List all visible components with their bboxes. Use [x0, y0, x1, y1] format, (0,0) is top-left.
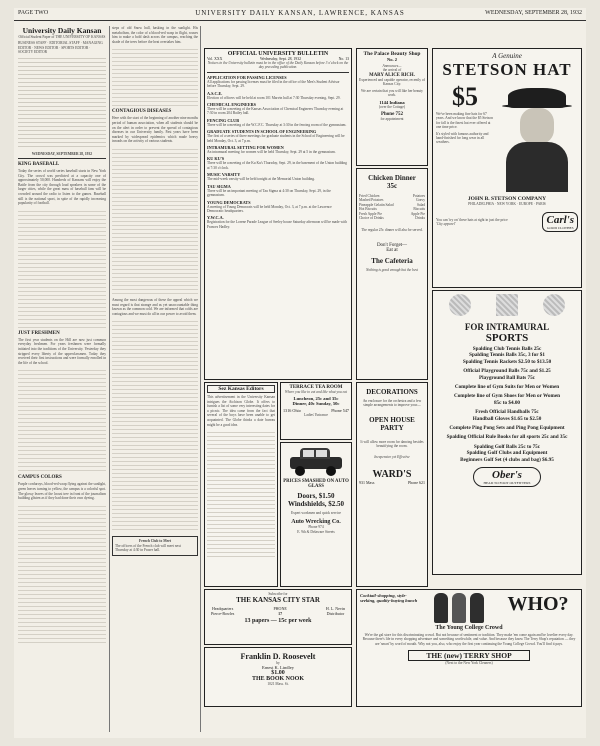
- bulletin-notice: Notices in the University bulletin must be in the office of the Daily Kansan before 3 o'clock on the day preceding publication.: [207, 61, 349, 70]
- col1-text-3: Purple corduroys, blood-red wrap flying against the sunlight, green leaves turning to yellow, the campus is a colorful spot. The glossy leaves of the locust tree in front of the journalism building glisten as if they had done their own dyeing.: [18, 482, 106, 501]
- book-author: Ernest K. Lindley: [261, 665, 295, 671]
- terrace-note: Ladies' Entrance: [304, 413, 328, 418]
- palace-title: The Palace Beauty Shop: [363, 51, 421, 57]
- terrace-phone: Phone 547: [331, 408, 349, 414]
- decor-price-note: Inexpensive yet Effective: [374, 454, 410, 459]
- palace-beauty-shop-ad: [356, 48, 428, 166]
- terrace-sub: Where you like to eat and like what you eat: [284, 390, 348, 394]
- chicken-note: The regular 25c dinner will also be served.: [361, 228, 423, 233]
- col2-body-filler-3: [112, 318, 198, 533]
- sez-kansas-editors: [204, 382, 278, 587]
- intramural-item: Official Playground Balls 75c and $1.25: [463, 368, 551, 375]
- star-phone-label: PHONE: [273, 606, 287, 612]
- bulletin-item-heading: TAU SIGMA: [207, 183, 231, 189]
- book-shop: THE BOOK NOOK: [251, 676, 304, 683]
- page-date: WEDNESDAY, SEPTEMBER 28, 1932: [485, 10, 582, 16]
- star-title: THE KANSAS CITY STAR: [236, 596, 320, 605]
- col2-body-filler-2: [112, 146, 198, 296]
- wards-name: WARD'S: [372, 469, 412, 481]
- wards-decorations-ad: [356, 382, 428, 587]
- page-header: [14, 8, 586, 21]
- intramural-item: Fresh Official Handballs 75c: [475, 409, 539, 416]
- auto-glass-ad: [280, 442, 352, 587]
- star-agent-role: Distributor: [326, 611, 345, 617]
- star-hq: Pierce-Bowles: [211, 611, 235, 617]
- intramural-item: 85c to $4.00: [493, 399, 521, 406]
- bulletin-title: OFFICIAL UNIVERSITY BULLETIN: [227, 51, 329, 57]
- who-text: We're the gal store for this discriminating crowd. But not because of sentiment or tradition. They make 'em come again and be lovelier every day. Because there's life in every shopping adventure and something worthwhile, and value. And because they know The Terry Shop's reputation — they are 'smart' by word of mouth. Why not you, also, who enjoy the first year continuing the Young College Crowd. You'll find it pays.: [362, 633, 576, 646]
- chicken-forget: Don't Forget—: [376, 242, 408, 248]
- auto-address: E. 9th & Delaware Streets: [297, 529, 335, 534]
- bulletin-item-heading: INTRAMURAL SETTING FOR WOMEN: [207, 145, 284, 151]
- chicken-menu-item: Biscuits: [413, 207, 425, 212]
- terrace-prices-2: Dinner, 40c Sunday, 50c: [292, 401, 340, 407]
- stetson-text: We've been making fine hats for 67 years. And we know that the $5 Stetson for fall is the finest hat ever offered at one time price.: [436, 112, 493, 130]
- col1-head-1: KING BASEBALL: [18, 162, 60, 168]
- bulletin-item-heading: GRADUATE STUDENTS IN SCHOOL OF ENGINEERING: [207, 129, 317, 135]
- terry-shop-ad: [356, 589, 582, 707]
- golfer-icon: [543, 294, 565, 316]
- paper-name: UNIVERSITY DAILY KANSAN, LAWRENCE, KANSAS: [195, 9, 405, 17]
- carls-sub: GOOD CLOTHES: [546, 226, 574, 231]
- intramural-item: Spalding Golf Balls 25c to 75c: [473, 443, 541, 450]
- chicken-menu: [359, 194, 425, 220]
- bulletin-item-heading: APPLICATION FOR PASSING LICENSES: [207, 74, 287, 80]
- intramural-item: Spalding Club Tennis Balls 25c: [472, 346, 542, 352]
- star-contacts: [211, 606, 345, 616]
- tennis-player-icon: [449, 294, 471, 316]
- chicken-menu-item: Hot Biscuits: [359, 207, 377, 212]
- star-phone: 17: [278, 611, 283, 617]
- intramural-item: Complete line of Gym Suits for Men or Women: [454, 384, 560, 391]
- col1-body-filler: [18, 208, 106, 328]
- bulletin-item-text: An intramural meeting for women will be held Thursday, Sept. 29 at 5 in the gymnasium.: [207, 150, 336, 155]
- cafeteria-name: The Cafeteria: [371, 256, 413, 265]
- editorial-column-1: [18, 26, 106, 732]
- auto-glass-title: PRICES SMASHED ON AUTO GLASS: [283, 479, 349, 489]
- palace-arrival: the arrival of: [382, 68, 402, 73]
- star-hq-label: Headquarters: [212, 606, 234, 612]
- intramural-item: Spalding Tennis Balls 35c, 3 for $1: [469, 352, 545, 359]
- stetson-price: $5: [452, 82, 478, 111]
- column-rule: [200, 26, 201, 732]
- bulletin-item-text: The first of a series of three meetings for graduate students in the School of Engineering will be held Monday, Oct. 3, at 7 p.m.: [207, 134, 345, 143]
- stetson-left: [436, 82, 494, 192]
- bulletin-item-heading: YOUNG DEMOCRATS: [207, 199, 251, 205]
- chicken-eat: Eat at: [386, 247, 398, 253]
- bulletin-item-heading: FENCING CLUB: [207, 117, 239, 123]
- stetson-title: STETSON HAT: [442, 60, 572, 79]
- palace-announces: Announces—: [382, 64, 402, 68]
- masthead-title: University Daily Kansan: [22, 26, 102, 35]
- chicken-menu-item: Apple Pie: [410, 211, 425, 216]
- kansas-city-star-ad: [204, 589, 352, 645]
- stetson-text-2: It's styled with famous authority and hand-finished for long wear in all weathers.: [436, 131, 489, 145]
- palace-certain: We are certain that you will like her beauty work.: [361, 88, 423, 98]
- intramural-item: Handball Gloves $1.65 to $2.50: [472, 415, 542, 422]
- decor-party: PARTY: [380, 423, 404, 432]
- auto-note: Expert workmen and quick service: [290, 511, 342, 515]
- stetson-portrait: [494, 82, 578, 192]
- chicken-menu-item: Drinks: [415, 216, 425, 221]
- book-title: Franklin D. Roosevelt: [240, 652, 316, 661]
- col2-text-1: steps of old Snow hall, basking in the sunlight. His metabolism, the color of a blood-red wasp in flight, rouses him to make a bold dash across the campus, reaching the shade of the trees before the heat overtakes him.: [112, 26, 198, 44]
- obers-sub: HEAD TO FOOT OUTFITTERS: [483, 481, 531, 486]
- intramural-title-2: SPORTS: [485, 332, 529, 344]
- intramural-item: Complete line of Gym Shoes for Men or Women: [453, 393, 561, 400]
- col1-head-2: JUST FRESHMEN: [18, 330, 60, 336]
- palace-no: No. 2: [387, 57, 397, 62]
- stetson-footer-2: 'City apparel': [436, 222, 456, 227]
- palace-appt: for appointment: [380, 116, 404, 121]
- col1-text-2: The first year students on the Hill are now just common everyday freshmen. For years freshmen were formally initiated into the traditions of the University. Yesterday they stripped every liberty of the upperclassmen. Today they received their first instructions and were formally enrolled in the life of the school.: [18, 337, 106, 365]
- wards-contact: [359, 480, 425, 485]
- col1-text-1: Today the series of world series baseball starts in New York City. The crowd was predicted at a capacity one of approximately 50,000. Hundreds of Kansans will enjoy the Battle from the city through loud speakers in some of the larger cities, while the great mass of baseball fans will be crowded around the radio to listen to the games. Baseball still is the national sport, in spite of the rapidly increasing popularity of football.: [18, 169, 106, 206]
- bulletin-date: Wednesday, Sept. 28, 1932: [260, 57, 301, 61]
- car-illustration: [286, 445, 346, 477]
- stetson-footer: You can 'try on' these hats at right in just the price: [436, 218, 508, 222]
- book-address: 1021 Mass. St.: [267, 682, 289, 687]
- cafeteria-tagline: Nothing is good enough but the best: [366, 267, 418, 272]
- chicken-menu-item: Choice of Drinks: [359, 216, 384, 221]
- star-papers: 13 papers — 15c per week: [244, 618, 312, 625]
- intramural-item: Beginners Golf Set (4 clubs and bag) $6.95: [460, 456, 554, 463]
- stetson-genuine: A Genuine: [492, 52, 522, 60]
- terrace-title: TERRACE TEA ROOM: [289, 385, 343, 390]
- stetson-maker: JOHN B. STETSON COMPANY: [467, 196, 547, 202]
- french-club-title: French Club to Meet: [139, 539, 171, 544]
- intramural-sports-ad: [432, 290, 582, 575]
- chicken-menu-item: Salad: [417, 202, 425, 207]
- star-label: Subscribe for: [268, 592, 288, 596]
- bulletin-item-text: The mid-week varsity will be held tonight at the Memorial Union building.: [207, 177, 315, 182]
- col2-text-2: Here with the start of the beginning of another nine months period of human association, when all students should be on the alert in order to prevent the spread of contagious diseases in our University family. Past years have been marked by widespread epidemics which made heavy inroads on the activity of various students.: [112, 116, 198, 144]
- intramural-item: Spalding Golf Clubs and Equipment: [466, 450, 548, 457]
- sports-illustrations: [436, 294, 578, 320]
- chicken-menu-item: Fried Chicken: [359, 194, 380, 198]
- bulletin-no: No. 13: [338, 57, 349, 61]
- who-sub: The Young College Crowd: [435, 625, 503, 631]
- palace-phone: Phone 752: [380, 111, 404, 117]
- chicken-menu-right: [411, 194, 425, 220]
- chicken-menu-item: Mashed Potatoes: [359, 198, 384, 203]
- wards-address: 931 Mass: [359, 480, 375, 486]
- palace-desc: Experienced and capable operator, recently of Kansas City.: [359, 77, 425, 87]
- auto-phone: Phone 974: [308, 525, 324, 530]
- editorial-column-2: [112, 26, 198, 732]
- bulletin-vol: Vol. XXX: [207, 57, 223, 61]
- auto-windshields-price: Windshields, $2.50: [287, 500, 345, 508]
- official-bulletin: [204, 48, 352, 380]
- obers-logo: Ober's: [492, 469, 522, 482]
- col2-text-3: Among the most dangerous of these the appeal which we must regard is that strange and as yet unaccountable thing known as the common cold. We are informed that colds are contagious and we must do all in our power to avoid them.: [112, 297, 198, 316]
- gym-icon: [496, 294, 518, 316]
- bulletin-items: [207, 75, 349, 229]
- masthead-dateline: WEDNESDAY, SEPTEMBER 28, 1932: [31, 151, 93, 156]
- book-price: $1.00: [271, 670, 285, 677]
- bulletin-item-text: There will be a meeting of the W.C.F.C. Thursday at 3:30 in the fencing room of the gymnasium.: [207, 122, 347, 127]
- terry-shop-name: THE (new) TERRY SHOP: [408, 650, 530, 661]
- col1-body-filler-2: [18, 367, 106, 472]
- col2-body-filler: [112, 46, 198, 106]
- chicken-price: 35c: [386, 182, 398, 190]
- bulletin-item-heading: A.S.C.E.: [207, 90, 223, 96]
- stetson-hat-ad: [432, 48, 582, 288]
- sez-text: This advertisement in the University Kansan intrigues the Atchison Globe. It offers to furnish a list of some very interesting dates for a picnic. The idea came from the fact that several of the boys have been unable to get acquainted. The Globe thinks a date bureau might be a good idea.: [207, 395, 275, 427]
- page-number: PAGE TWO: [18, 10, 49, 16]
- who-figures: [420, 593, 498, 623]
- col1-body-filler-3: [18, 503, 106, 643]
- book-nook-ad: [204, 647, 352, 707]
- palace-name: MARY ALICE RICH.: [369, 72, 415, 78]
- auto-doors-price: Doors, $1.50: [297, 492, 335, 500]
- col1-head-3: CAMPUS COLORS: [18, 475, 62, 481]
- terrace-address: 1316 Ohio: [283, 408, 301, 414]
- intramural-item: Complete Ping Pong Sets and Ping Pong Equipment: [449, 425, 565, 432]
- chicken-menu-item: Pineapple Gelatin Salad: [359, 202, 394, 207]
- decor-title: DECORATIONS: [366, 388, 418, 396]
- bulletin-item-text: All applications for passing licenses must be filed in the office of the Men's Student Advisor before Thursday, Sept. 29.: [207, 79, 340, 89]
- who-tagline: Cocktail-shopping, style-seeking, quality-buying bunch: [360, 593, 418, 603]
- intramural-items: [436, 346, 578, 463]
- sez-title: Sez Kansas Editors: [207, 385, 275, 393]
- intramural-item: Spalding Tennis Rackets $2.50 to $13.50: [462, 358, 552, 365]
- palace-address: 1144 Indiana: [379, 100, 405, 106]
- chicken-menu-item: Potatoes: [412, 194, 425, 198]
- star-agent: H. L. Nevin: [325, 606, 345, 612]
- bulletin-item-text: There will be an important meeting of Tau Sigma at 4:30 on Thursday, Sept. 29, in the gymnasium.: [207, 188, 331, 198]
- decor-text-2: It will allow more room for dancing besides beautifying the room.: [360, 439, 424, 449]
- col2-head-2: CONTAGIOUS DISEASES: [112, 109, 172, 115]
- bulletin-item-text: There will be a meeting of the Ku Ku's Thursday, Sept. 29, in the basement of the Union building at 7:30 o'clock.: [207, 161, 347, 170]
- bulletin-item-text: Registration for the Lorene Parade League of Seeley house Saturday afternoon will be made with Frances Hadley.: [207, 220, 347, 229]
- decor-text-1: An enclosure for the orchestra and a few simple arrangements to improve your—: [362, 399, 422, 408]
- masthead-subtitle: Official Student Paper of THE UNIVERSITY OF KANSAS: [18, 35, 106, 39]
- masthead-staff: BUSINESS STAFF · EDITORIAL STAFF · MANAGING EDITOR · NEWS EDITOR · SPORTS EDITOR · SOCIETY EDITOR: [18, 41, 103, 55]
- intramural-item: Spalding Official Rule Books for all sports 25c and 35c: [446, 434, 568, 441]
- staff-listing: [18, 55, 106, 150]
- stetson-cities: PHILADELPHIA · NEW YORK · EUROPE · PARIS: [468, 202, 546, 206]
- sez-filler: [207, 429, 275, 559]
- terry-shop-address: (Next to the New York Cleaners): [445, 661, 493, 666]
- chicken-title: Chicken Dinner: [368, 174, 416, 182]
- bulletin-item-heading: MUSIC VARSITY: [207, 172, 241, 178]
- decor-open-house: OPEN HOUSE: [369, 415, 415, 424]
- bulletin-item-heading: CHEMICAL ENGINEERS: [207, 102, 256, 108]
- auto-company: Auto Wrecking Co.: [291, 519, 341, 526]
- who-title: WHO?: [507, 593, 569, 615]
- intramural-item: Playground Ball Bats 75c: [479, 374, 535, 381]
- bulletin-item-text: Election of officers will be held at room 101 Marvin hall at 7:30 Thursday evening, Sept. 29.: [207, 95, 341, 100]
- chicken-menu-left: [359, 194, 394, 220]
- french-club-text: The officers of the French club will meet next Thursday at 4:30 in Fraser hall.: [115, 543, 181, 553]
- french-club-notice: [112, 536, 198, 555]
- terrace-prices-1: Luncheon, 25c and 35c: [293, 396, 339, 402]
- bulletin-item-text: A meeting of Young Democrats will be held Monday, Oct. 3, at 7 p.m. at the Lawrence Democratic headquarters.: [207, 204, 332, 213]
- terrace-tea-room-ad: [280, 382, 352, 440]
- chicken-dinner-ad: [356, 168, 428, 380]
- book-by: by: [276, 661, 280, 665]
- intramural-title: FOR INTRAMURAL: [464, 322, 550, 332]
- carls-logo: Carl's: [546, 214, 574, 227]
- bulletin-item-heading: KU KU'S: [207, 156, 225, 162]
- bulletin-item-text: There will be a meeting of the Kansas Association of Chemical Engineers Thursday evening at 7:30 in room 204 Bailey hall.: [207, 107, 344, 116]
- bulletin-item-heading: Y.W.C.A.: [207, 215, 224, 221]
- newspaper-page: [14, 8, 586, 738]
- wards-phone: Phone 621: [408, 480, 425, 486]
- column-rule: [109, 26, 110, 732]
- masthead: [18, 26, 106, 159]
- palace-address-2: (over the Cottage): [378, 105, 406, 110]
- chicken-menu-item: Fresh Apple Pie: [359, 211, 382, 216]
- chicken-menu-item: Gravy: [416, 198, 425, 203]
